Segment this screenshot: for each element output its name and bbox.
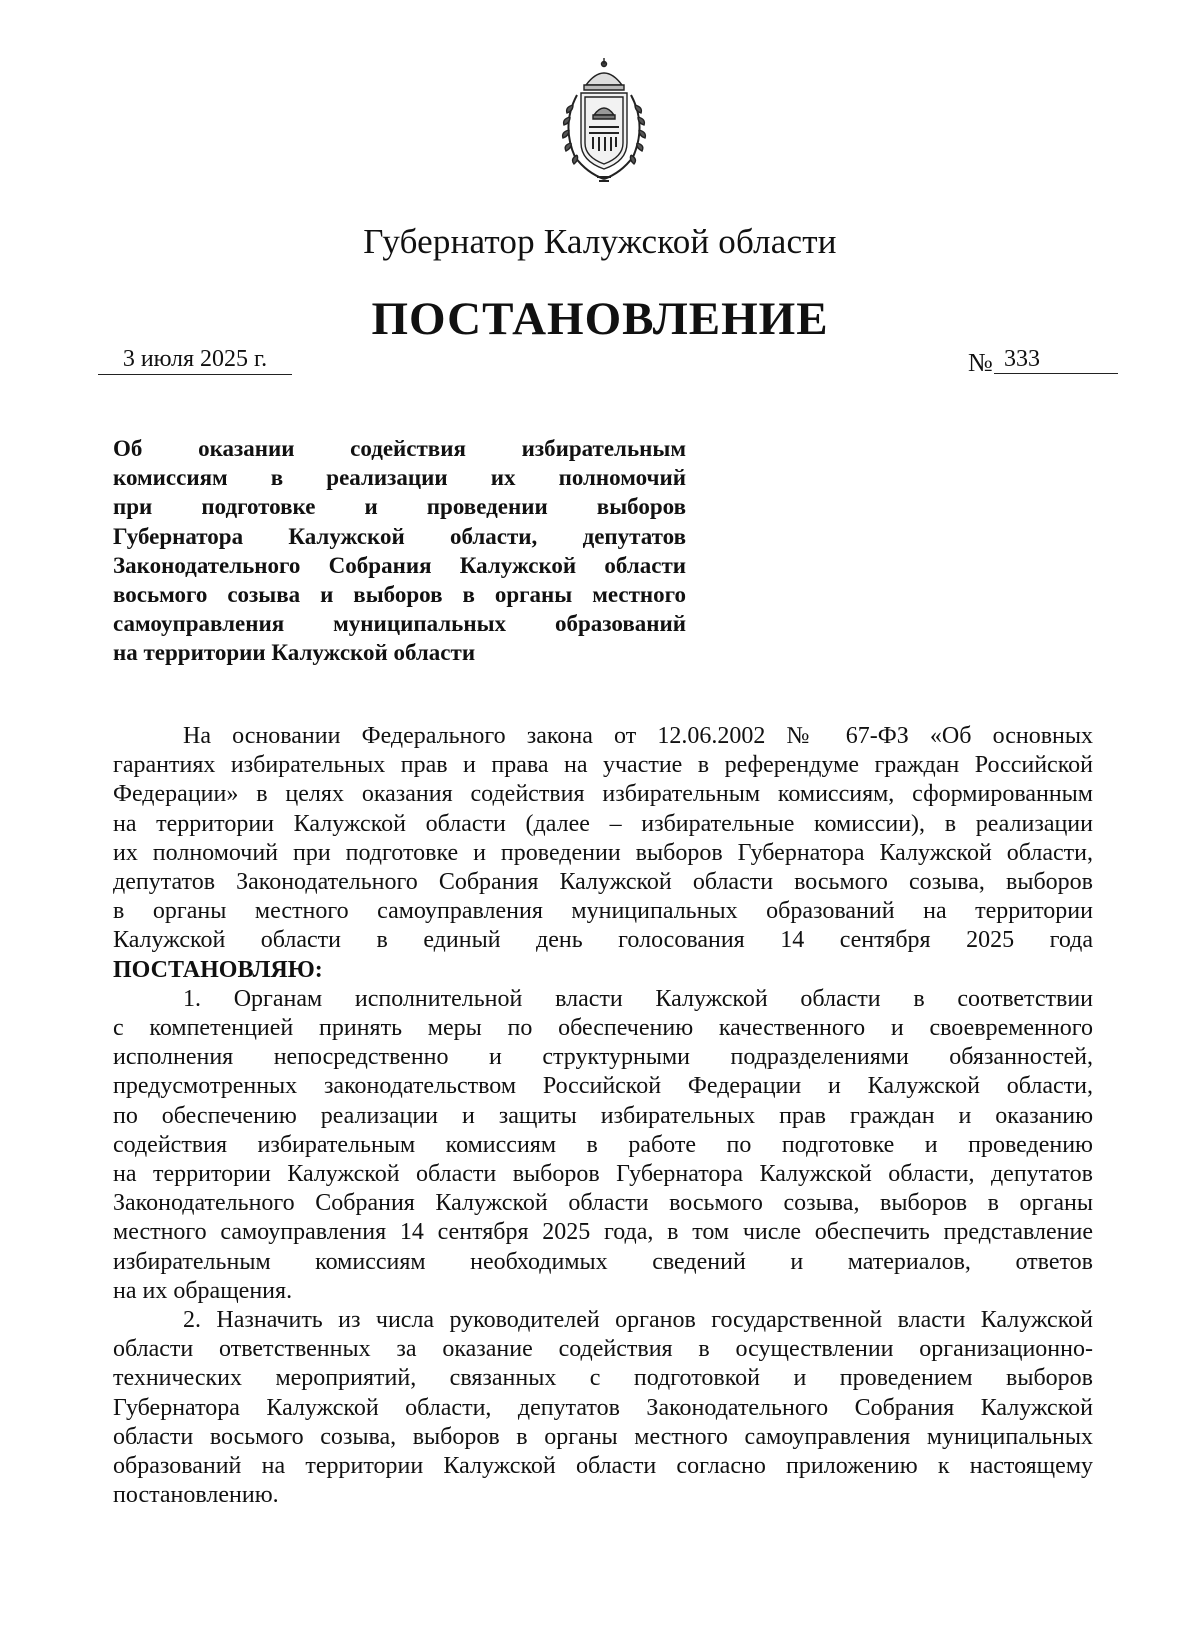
document-number xyxy=(968,344,1118,377)
heading-line: Губернатора Калужской области, депутатов xyxy=(113,523,686,549)
text-line: на территории Калужской области (далее – избирательные комиссии), в реализации xyxy=(113,810,1093,837)
text-line: по обеспечению реализации и защиты избирательных прав граждан и оказанию xyxy=(113,1102,1093,1129)
text-line: местного самоуправления 14 сентября 2025 года, в том числе обеспечить представление xyxy=(113,1219,1093,1246)
text-line: 2. Назначить из числа руководителей органов государственной власти Калужской xyxy=(183,1307,1093,1334)
heading-line: комиссиям в реализации их полномочий xyxy=(113,465,686,491)
heading-line: самоуправления муниципальных образований xyxy=(113,611,686,637)
heading-line: на территории Калужской области xyxy=(113,640,476,666)
document-body xyxy=(113,722,1093,1510)
document-date: 3 июля 2025 г. xyxy=(98,344,292,375)
document-heading xyxy=(113,434,686,668)
text-line: исполнения непосредственно и структурными подразделениями обязанностей, xyxy=(113,1044,1093,1071)
text-line: технических мероприятий, связанных с подготовкой и проведением выборов xyxy=(113,1365,1093,1392)
text-line: содействия избирательным комиссиям в работе по подготовке и проведению xyxy=(113,1131,1093,1158)
text-line: предусмотренных законодательством Российской Федерации и Калужской области, xyxy=(113,1073,1093,1100)
coat-of-arms-emblem xyxy=(549,55,659,185)
text-line: в органы местного самоуправления муниципальных образований на территории xyxy=(113,898,1093,925)
text-line: области ответственных за оказание содействия в осуществлении организационно- xyxy=(113,1336,1093,1363)
text-line: постановлению. xyxy=(113,1482,279,1509)
heading-line: при подготовке и проведении выборов xyxy=(113,494,686,520)
text-line: их полномочий при подготовке и проведении выборов Губернатора Калужской области, xyxy=(113,839,1093,866)
text-line: образований на территории Калужской области согласно приложению к настоящему xyxy=(113,1453,1093,1480)
heading-line: Об оказании содействия избирательным xyxy=(113,436,686,461)
text-line: Законодательного Собрания Калужской области восьмого созыва, выборов в органы xyxy=(113,1190,1093,1217)
text-line: с компетенцией принять меры по обеспечению качественного и своевременного xyxy=(113,1015,1093,1042)
text-line: 1. Органам исполнительной власти Калужской области в соответствии xyxy=(183,985,1093,1012)
heading-line: Законодательного Собрания Калужской области xyxy=(113,552,686,578)
number-sign: № xyxy=(968,348,993,377)
text-line: избирательным комиссиям необходимых сведений и материалов, ответов xyxy=(113,1248,1093,1275)
item-2-paragraph xyxy=(113,1306,1093,1510)
text-line: на территории Калужской области выборов Губернатора Калужской области, депутатов xyxy=(113,1161,1093,1188)
text-line: Федерации» в целях оказания содействия избирательным комиссиям, сформированным xyxy=(113,781,1093,808)
document-type-title: ПОСТАНОВЛЕНИЕ xyxy=(371,293,829,345)
text-line: на их обращения. xyxy=(113,1277,293,1304)
heading-line: восьмого созыва и выборов в органы местного xyxy=(113,582,686,608)
text-line: области восьмого созыва, выборов в органы местного самоуправления муниципальных xyxy=(113,1423,1093,1450)
item-1-paragraph xyxy=(113,985,1093,1306)
text-line: На основании Федерального закона от 12.06.2002 № 67-ФЗ «Об основных xyxy=(183,723,1093,749)
decree-word: ПОСТАНОВЛЯЮ: xyxy=(113,956,323,983)
preamble-paragraph xyxy=(113,722,1093,956)
text-line: Губернатора Калужской области, депутатов Законодательного Собрания Калужской xyxy=(113,1394,1093,1421)
text-line: гарантиях избирательных прав и права на участие в референдуме граждан Российской xyxy=(113,752,1093,779)
text-line: депутатов Законодательного Собрания Калужской области восьмого созыва, выборов xyxy=(113,869,1093,896)
text-line: Калужской области в единый день голосования 14 сентября 2025 года xyxy=(113,927,1093,954)
number-value: 333 xyxy=(1004,346,1040,372)
issuing-authority: Губернатор Калужской области xyxy=(363,222,837,261)
